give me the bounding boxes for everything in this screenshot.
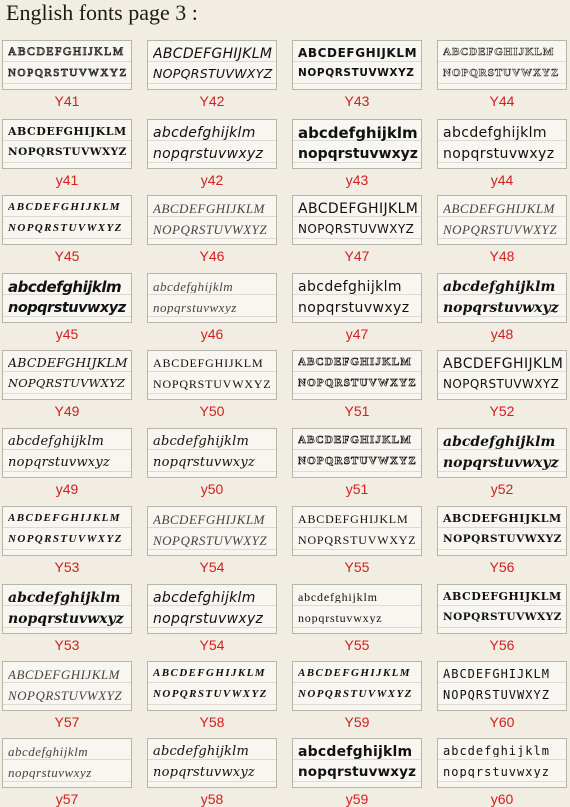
guide-line: [3, 449, 131, 450]
guide-line: [148, 393, 276, 394]
guide-line: [293, 162, 421, 163]
sample-upper-line: ABCDEFGHIJKLM: [8, 202, 121, 213]
guide-line: [148, 83, 276, 84]
sample-upper-line: ABCDEFGHIJKLM: [8, 668, 120, 681]
guide-line: [3, 704, 131, 705]
font-sample-box: [2, 661, 132, 711]
sample-lower-line: NOPQRSTUVWXYZ: [8, 689, 123, 702]
font-sample-box: [292, 661, 422, 711]
font-code-label: Y54: [199, 637, 225, 653]
font-sample-box: [147, 273, 277, 323]
guide-line: [148, 216, 276, 217]
font-sample-box: [2, 584, 132, 634]
sample-lower-line: nopqrstuvwxyz: [8, 456, 110, 469]
guide-line: [148, 162, 276, 163]
sample-upper-line: abcdefghijklm: [443, 435, 556, 449]
guide-line: [293, 294, 421, 295]
guide-line: [3, 371, 131, 372]
font-sample-box: [437, 661, 567, 711]
font-sample-box: [2, 506, 132, 556]
sample-lower-line: nopqrstuvwxyz: [443, 456, 559, 470]
font-code-label: Y47: [344, 248, 370, 264]
sample-lower-line: nopqrstuvwxyz: [153, 766, 255, 779]
sample-upper-line: abcdefghijklm: [8, 591, 121, 605]
sample-lower-line: nopqrstuvwxyz: [153, 301, 237, 314]
guide-line: [293, 83, 421, 84]
guide-line: [293, 704, 421, 705]
sample-lower-line: NOPQRSTUVWXYZ: [298, 534, 417, 546]
guide-line: [148, 549, 276, 550]
guide-line: [293, 393, 421, 394]
font-code-label: y59: [345, 791, 369, 807]
sample-upper-line: ABCDEFGHIJKLM: [443, 513, 562, 524]
sample-upper-line: ABCDEFGHIJKLM: [153, 202, 265, 215]
sample-upper-line: abcdefghijklm: [153, 745, 250, 758]
font-sample-box: [292, 584, 422, 634]
font-code-label: y45: [55, 326, 79, 342]
sample-upper-line: ABCDEFGHIJKLM: [153, 47, 273, 61]
font-sample-box: [147, 738, 277, 788]
font-code-label: Y53: [54, 559, 80, 575]
guide-line: [3, 83, 131, 84]
font-sample-box: [292, 119, 422, 169]
font-sample-box: [2, 738, 132, 788]
font-sample-box: [2, 428, 132, 478]
sample-lower-line: nopqrstuvwxyz: [8, 612, 124, 626]
guide-line: [438, 704, 566, 705]
sample-upper-line: abcdefghijklm: [153, 280, 234, 293]
font-sample-box: [437, 428, 567, 478]
sample-lower-line: NOPQRSTUVWXYZ: [443, 68, 560, 79]
sample-lower-line: NOPQRSTUVWXYZ: [443, 689, 550, 701]
sample-upper-line: abcdefghijklm: [153, 435, 250, 448]
font-sample-box: [437, 738, 567, 788]
sample-lower-line: NOPQRSTUVWXYZ: [298, 689, 413, 700]
sample-upper-line: ABCDEFGHIJKLM: [298, 357, 412, 368]
guide-line: [3, 238, 131, 239]
guide-line: [438, 781, 566, 782]
font-code-label: Y49: [54, 403, 80, 419]
sample-lower-line: nopqrstuvwxyz: [153, 612, 264, 626]
font-code-label: y41: [55, 172, 79, 188]
font-sample-box: [2, 273, 132, 323]
font-code-label: Y48: [489, 248, 515, 264]
font-sample-box: [437, 350, 567, 400]
font-code-label: Y55: [344, 637, 370, 653]
font-code-label: Y54: [199, 559, 225, 575]
font-sample-box: [2, 119, 132, 169]
guide-line: [438, 605, 566, 606]
guide-line: [293, 316, 421, 317]
sample-lower-line: nopqrstuvwxyz: [298, 147, 418, 161]
guide-line: [3, 605, 131, 606]
sample-lower-line: nopqrstuvwxyz: [298, 301, 410, 315]
page-title: English fonts page 3 :: [6, 0, 198, 25]
font-sample-box: [147, 40, 277, 90]
sample-upper-line: ABCDEFGHIJKLM: [298, 668, 411, 679]
sample-upper-line: ABCDEFGHIJKLM: [8, 357, 128, 370]
font-sample-box: [292, 195, 422, 245]
guide-line: [148, 140, 276, 141]
guide-line: [148, 471, 276, 472]
sample-upper-line: abcdefghijklm: [443, 126, 547, 140]
sample-lower-line: nopqrstuvwxyz: [153, 147, 264, 161]
guide-line: [293, 238, 421, 239]
sample-lower-line: nopqrstuvwxyz: [443, 147, 555, 161]
sample-upper-line: ABCDEFGHIJKLM: [8, 513, 121, 524]
font-sample-box: [147, 350, 277, 400]
guide-line: [293, 605, 421, 606]
sample-upper-line: ABCDEFGHIJKLM: [443, 668, 550, 680]
guide-line: [3, 549, 131, 550]
guide-line: [148, 759, 276, 760]
guide-line: [148, 371, 276, 372]
sample-lower-line: NOPQRSTUVWXYZ: [8, 534, 123, 545]
font-code-label: y50: [200, 481, 224, 497]
guide-line: [293, 371, 421, 372]
font-code-label: Y59: [344, 714, 370, 730]
guide-line: [293, 471, 421, 472]
sample-upper-line: ABCDEFGHIJKLM: [298, 202, 418, 216]
sample-lower-line: NOPQRSTUVWXYZ: [298, 68, 415, 79]
sample-lower-line: NOPQRSTUVWXYZ: [153, 689, 268, 700]
font-sample-box: [147, 195, 277, 245]
sample-upper-line: ABCDEFGHIJKLM: [8, 47, 125, 58]
guide-line: [438, 759, 566, 760]
guide-line: [293, 216, 421, 217]
guide-line: [438, 140, 566, 141]
sample-upper-line: ABCDEFGHIJKLM: [443, 202, 555, 215]
guide-line: [293, 627, 421, 628]
sample-lower-line: nopqrstuvwxyz: [8, 766, 92, 779]
sample-upper-line: ABCDEFGHIJKLM: [153, 513, 265, 526]
font-sample-box: [292, 350, 422, 400]
guide-line: [438, 471, 566, 472]
sample-upper-line: ABCDEFGHIJKLM: [443, 591, 562, 602]
sample-upper-line: ABCDEFGHIJKLM: [298, 47, 418, 59]
guide-line: [3, 627, 131, 628]
font-code-label: Y42: [199, 93, 225, 109]
font-sample-box: [147, 506, 277, 556]
sample-upper-line: abcdefghijklm: [298, 280, 402, 294]
guide-line: [438, 61, 566, 62]
font-sample-box: [292, 273, 422, 323]
guide-line: [148, 294, 276, 295]
guide-line: [293, 781, 421, 782]
guide-line: [3, 759, 131, 760]
sample-lower-line: NOPQRSTUVWXYZ: [8, 68, 128, 79]
guide-line: [438, 238, 566, 239]
sample-lower-line: nopqrstuvwxyz: [443, 301, 559, 315]
sample-upper-line: ABCDEFGHIJKLM: [153, 357, 264, 369]
font-code-label: Y43: [344, 93, 370, 109]
font-code-label: y57: [55, 791, 79, 807]
guide-line: [438, 449, 566, 450]
font-code-label: Y60: [489, 714, 515, 730]
font-sample-box: [292, 428, 422, 478]
font-code-label: Y57: [54, 714, 80, 730]
font-code-label: y47: [345, 326, 369, 342]
font-sample-box: [437, 119, 567, 169]
font-code-label: Y53: [54, 637, 80, 653]
guide-line: [438, 627, 566, 628]
font-sample-box: [292, 40, 422, 90]
sample-lower-line: NOPQRSTUVWXYZ: [443, 534, 562, 545]
guide-line: [3, 393, 131, 394]
sample-upper-line: abcdefghijklm: [8, 280, 122, 295]
sample-lower-line: NOPQRSTUVWXYZ: [298, 378, 417, 389]
guide-line: [148, 316, 276, 317]
guide-line: [438, 682, 566, 683]
sample-upper-line: abcdefghijklm: [443, 745, 550, 757]
font-sample-box: [292, 506, 422, 556]
sample-lower-line: nopqrstuvwxyz: [298, 766, 417, 780]
guide-line: [148, 238, 276, 239]
font-code-label: y52: [490, 481, 514, 497]
sample-lower-line: NOPQRSTUVWXYZ: [153, 378, 272, 390]
sample-lower-line: NOPQRSTUVWXYZ: [8, 147, 127, 158]
font-sample-box: [2, 195, 132, 245]
guide-line: [3, 682, 131, 683]
sample-upper-line: ABCDEFGHIJKLM: [298, 435, 412, 446]
sample-lower-line: NOPQRSTUVWXYZ: [8, 378, 126, 390]
guide-line: [438, 527, 566, 528]
sample-lower-line: NOPQRSTUVWXYZ: [8, 223, 123, 234]
font-code-label: y46: [200, 326, 224, 342]
guide-line: [148, 704, 276, 705]
font-code-label: Y56: [489, 559, 515, 575]
sample-lower-line: NOPQRSTUVWXYZ: [153, 223, 268, 236]
sample-upper-line: abcdefghijklm: [298, 126, 418, 141]
guide-line: [438, 83, 566, 84]
font-code-label: Y50: [199, 403, 225, 419]
font-code-label: Y45: [54, 248, 80, 264]
sample-upper-line: ABCDEFGHIJKLM: [443, 357, 563, 371]
guide-line: [3, 216, 131, 217]
guide-line: [148, 781, 276, 782]
font-code-label: Y44: [489, 93, 515, 109]
sample-upper-line: ABCDEFGHIJKLM: [443, 47, 555, 58]
guide-line: [3, 471, 131, 472]
sample-upper-line: ABCDEFGHIJKLM: [153, 668, 266, 679]
font-code-label: Y55: [344, 559, 370, 575]
font-sample-box: [437, 195, 567, 245]
guide-line: [293, 759, 421, 760]
font-sample-box: [292, 738, 422, 788]
sample-lower-line: nopqrstuvwxyz: [153, 456, 255, 469]
sample-lower-line: NOPQRSTUVWXYZ: [443, 612, 562, 623]
guide-line: [293, 549, 421, 550]
guide-line: [438, 371, 566, 372]
guide-line: [293, 449, 421, 450]
guide-line: [148, 449, 276, 450]
font-sample-box: [147, 661, 277, 711]
guide-line: [3, 316, 131, 317]
font-sample-box: [147, 428, 277, 478]
sample-upper-line: ABCDEFGHIJKLM: [8, 126, 127, 137]
font-sample-box: [437, 273, 567, 323]
font-sample-box: [147, 584, 277, 634]
sample-upper-line: abcdefghijklm: [298, 745, 413, 759]
font-code-label: y43: [345, 172, 369, 188]
font-code-label: Y41: [54, 93, 80, 109]
sample-lower-line: NOPQRSTUVWXYZ: [153, 68, 273, 81]
sample-lower-line: nopqrstuvwxyz: [443, 766, 550, 778]
guide-line: [293, 61, 421, 62]
sample-upper-line: abcdefghijklm: [298, 591, 378, 603]
font-code-label: y58: [200, 791, 224, 807]
font-code-label: y42: [200, 172, 224, 188]
font-code-label: Y46: [199, 248, 225, 264]
sample-upper-line: abcdefghijklm: [8, 435, 105, 448]
guide-line: [293, 682, 421, 683]
guide-line: [3, 162, 131, 163]
guide-line: [438, 316, 566, 317]
sample-upper-line: ABCDEFGHIJKLM: [298, 513, 409, 525]
sample-lower-line: NOPQRSTUVWXYZ: [298, 456, 417, 467]
font-sample-box: [2, 350, 132, 400]
sample-lower-line: NOPQRSTUVWXYZ: [153, 534, 268, 547]
font-sample-box: [437, 584, 567, 634]
font-sample-box: [147, 119, 277, 169]
font-sample-box: [437, 40, 567, 90]
guide-line: [3, 781, 131, 782]
guide-line: [148, 61, 276, 62]
guide-line: [293, 527, 421, 528]
sample-lower-line: nopqrstuvwxyz: [8, 301, 126, 316]
font-code-label: y51: [345, 481, 369, 497]
guide-line: [438, 393, 566, 394]
guide-line: [148, 627, 276, 628]
font-code-label: y60: [490, 791, 514, 807]
font-sample-box: [437, 506, 567, 556]
font-code-label: y49: [55, 481, 79, 497]
sample-lower-line: NOPQRSTUVWXYZ: [443, 223, 558, 236]
guide-line: [148, 605, 276, 606]
sample-upper-line: abcdefghijklm: [153, 591, 256, 605]
guide-line: [3, 61, 131, 62]
guide-line: [438, 549, 566, 550]
guide-line: [438, 216, 566, 217]
guide-line: [3, 140, 131, 141]
sample-lower-line: nopqrstuvwxyz: [298, 612, 383, 624]
guide-line: [148, 527, 276, 528]
font-sample-box: [2, 40, 132, 90]
font-code-label: y44: [490, 172, 514, 188]
guide-line: [148, 682, 276, 683]
sample-lower-line: NOPQRSTUVWXYZ: [298, 223, 415, 235]
font-code-label: Y52: [489, 403, 515, 419]
font-code-label: Y51: [344, 403, 370, 419]
guide-line: [438, 294, 566, 295]
font-code-label: Y56: [489, 637, 515, 653]
font-code-label: y48: [490, 326, 514, 342]
sample-upper-line: abcdefghijklm: [8, 745, 89, 758]
guide-line: [438, 162, 566, 163]
sample-lower-line: NOPQRSTUVWXYZ: [443, 378, 560, 390]
sample-upper-line: abcdefghijklm: [443, 280, 556, 294]
guide-line: [3, 527, 131, 528]
font-code-label: Y58: [199, 714, 225, 730]
sample-upper-line: abcdefghijklm: [153, 126, 256, 140]
